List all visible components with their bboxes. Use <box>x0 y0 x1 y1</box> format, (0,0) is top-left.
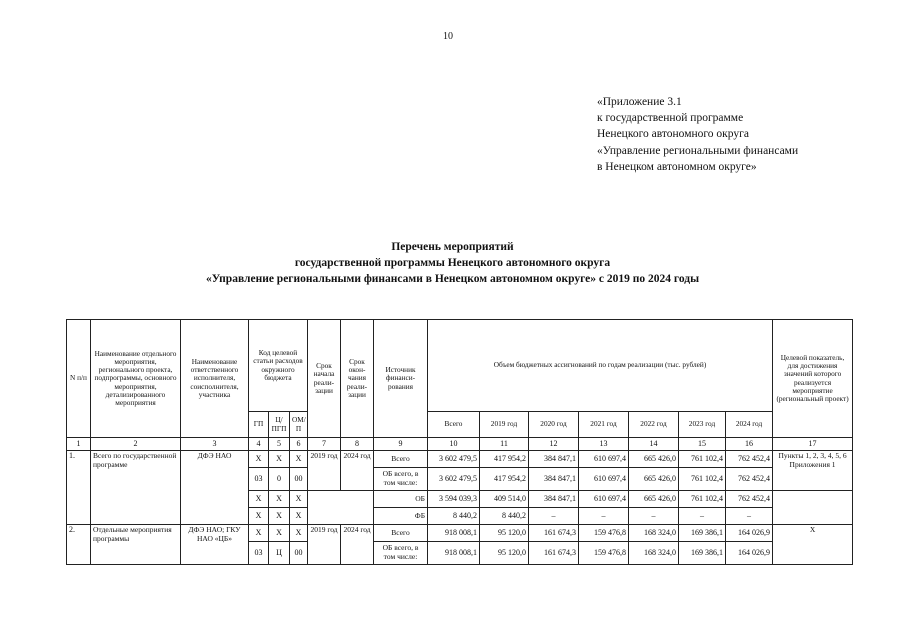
appendix-line: к государственной программе <box>597 112 744 125</box>
value-2021: 159 476,8 <box>579 542 629 565</box>
value-2019: 95 120,0 <box>480 525 529 542</box>
header-year-2021: 2021 год <box>579 412 629 438</box>
start-year: 2019 год <box>308 525 341 565</box>
value-2024: – <box>726 508 773 525</box>
document-title <box>0 239 905 287</box>
value-2019: 417 954,2 <box>480 468 529 491</box>
value-total: 918 008,1 <box>428 542 480 565</box>
appendix-caption <box>597 94 798 175</box>
funding-source: Всего <box>374 525 428 542</box>
appendix-line: «Управление региональными финансами <box>597 144 799 157</box>
row-number: 1. <box>67 451 91 525</box>
code-om: 00 <box>290 542 308 565</box>
value-2023: 169 386,1 <box>679 525 726 542</box>
header-n: N п/п <box>67 320 91 438</box>
funding-source: ОБ всего, в том числе: <box>374 542 428 565</box>
code-om: 00 <box>290 468 308 491</box>
column-number: 15 <box>679 438 726 451</box>
blank-cell <box>308 508 374 525</box>
header-row <box>67 320 853 412</box>
column-number: 12 <box>529 438 579 451</box>
header-total: Всего <box>428 412 480 438</box>
value-2021: 610 697,4 <box>579 451 629 468</box>
value-2024: 164 026,9 <box>726 542 773 565</box>
title-line: государственной программы Ненецкого автономного округа <box>294 257 611 269</box>
column-number: 1 <box>67 438 91 451</box>
executor: ДФЭ НАО; ГКУ НАО «ЦБ» <box>181 525 249 565</box>
code-cpgp: X <box>269 451 290 468</box>
code-gp: X <box>249 508 269 525</box>
code-om: X <box>290 491 308 508</box>
value-2022: 665 426,0 <box>629 451 679 468</box>
column-number: 11 <box>480 438 529 451</box>
funding-source: ОБ <box>374 491 428 508</box>
value-2023: 761 102,4 <box>679 468 726 491</box>
column-number: 8 <box>341 438 374 451</box>
column-number: 4 <box>249 438 269 451</box>
header-executor: Наименование ответственного исполнителя, соисполнителя, участника <box>181 320 249 438</box>
value-2023: 169 386,1 <box>679 542 726 565</box>
column-number-row <box>67 438 853 451</box>
value-2019: 409 514,0 <box>480 491 529 508</box>
funding-source: ОБ всего, в том числе: <box>374 468 428 491</box>
measure-name: Всего по государственной программе <box>91 451 181 525</box>
column-number: 2 <box>91 438 181 451</box>
code-om: X <box>290 451 308 468</box>
value-2020: 161 674,3 <box>529 525 579 542</box>
value-2021: – <box>579 508 629 525</box>
column-number: 13 <box>579 438 629 451</box>
value-2021: 610 697,4 <box>579 491 629 508</box>
value-2021: 610 697,4 <box>579 468 629 491</box>
column-number: 17 <box>773 438 853 451</box>
code-om: X <box>290 525 308 542</box>
value-2024: 164 026,9 <box>726 525 773 542</box>
value-total: 3 602 479,5 <box>428 468 480 491</box>
column-number: 5 <box>269 438 290 451</box>
header-year-2019: 2019 год <box>480 412 529 438</box>
header-year-2023: 2023 год <box>679 412 726 438</box>
column-number: 7 <box>308 438 341 451</box>
value-total: 8 440,2 <box>428 508 480 525</box>
executor: ДФЭ НАО <box>181 451 249 525</box>
value-2022: 665 426,0 <box>629 468 679 491</box>
page-number: 10 <box>443 31 453 42</box>
value-2020: 384 847,1 <box>529 451 579 468</box>
measure-name: Отдельные мероприятия программы <box>91 525 181 565</box>
header-year-2020: 2020 год <box>529 412 579 438</box>
column-number: 10 <box>428 438 480 451</box>
funding-source: Всего <box>374 451 428 468</box>
row-number: 2. <box>67 525 91 565</box>
header-end: Срок окон- чания реали- зации <box>341 320 374 438</box>
value-2023: – <box>679 508 726 525</box>
code-gp: 03 <box>249 468 269 491</box>
column-number: 3 <box>181 438 249 451</box>
code-cpgp: X <box>269 508 290 525</box>
start-year: 2019 год <box>308 451 341 491</box>
appendix-line: в Ненецком автономном округе» <box>597 160 757 173</box>
header-name: Наименование отдельного мероприятия, регионального проекта, подпрограммы, основного мероприятия, детализированного мероприятия <box>91 320 181 438</box>
code-gp: X <box>249 525 269 542</box>
end-year: 2024 год <box>341 525 374 565</box>
value-2021: 159 476,8 <box>579 525 629 542</box>
appendix-line: «Приложение 3.1 <box>597 96 682 108</box>
value-2024: 762 452,4 <box>726 451 773 468</box>
target-indicator: Пункты 1, 2, 3, 4, 5, 6 Приложения 1 <box>773 451 853 491</box>
header-source: Источник финанси- рования <box>374 320 428 438</box>
appendix-line: Ненецкого автономного округа <box>597 128 749 141</box>
value-2019: 8 440,2 <box>480 508 529 525</box>
header-start: Срок начала реали- зации <box>308 320 341 438</box>
code-cpgp: Ц <box>269 542 290 565</box>
value-2020: 161 674,3 <box>529 542 579 565</box>
value-2020: – <box>529 508 579 525</box>
value-2022: 665 426,0 <box>629 491 679 508</box>
header-code-cpgp: Ц/ ПГП <box>269 412 290 438</box>
title-line: Перечень мероприятий <box>391 241 514 253</box>
code-cpgp: 0 <box>269 468 290 491</box>
blank-cell <box>308 491 374 508</box>
column-number: 14 <box>629 438 679 451</box>
table-row <box>67 451 853 468</box>
value-total: 918 008,1 <box>428 525 480 542</box>
value-total: 3 594 039,3 <box>428 491 480 508</box>
header-code-gp: ГП <box>249 412 269 438</box>
header-year-2022: 2022 год <box>629 412 679 438</box>
code-cpgp: X <box>269 491 290 508</box>
value-2019: 417 954,2 <box>480 451 529 468</box>
value-2024: 762 452,4 <box>726 491 773 508</box>
funding-source: ФБ <box>374 508 428 525</box>
value-2020: 384 847,1 <box>529 491 579 508</box>
measures-table <box>66 319 853 565</box>
header-code: Код целевой статьи расходов окружного бюджета <box>249 320 308 412</box>
title-line: «Управление региональными финансами в Ненецком автономном округе» с 2019 по 2024 годы <box>205 273 700 285</box>
value-2022: – <box>629 508 679 525</box>
header-volume: Объем бюджетных ассигнований по годам реализации (тыс. рублей) <box>428 320 773 412</box>
value-2023: 761 102,4 <box>679 491 726 508</box>
value-2019: 95 120,0 <box>480 542 529 565</box>
blank-cell <box>773 491 853 525</box>
column-number: 16 <box>726 438 773 451</box>
header-indicator: Целевой показатель, для достижения значений которого реализуется мероприятие (региональный проект) <box>773 320 853 438</box>
value-total: 3 602 479,5 <box>428 451 480 468</box>
header-code-om: ОМ/ П <box>290 412 308 438</box>
value-2023: 761 102,4 <box>679 451 726 468</box>
value-2022: 168 324,0 <box>629 525 679 542</box>
target-indicator: X <box>773 525 853 565</box>
code-gp: X <box>249 491 269 508</box>
end-year: 2024 год <box>341 451 374 491</box>
code-gp: X <box>249 451 269 468</box>
column-number: 9 <box>374 438 428 451</box>
code-cpgp: X <box>269 525 290 542</box>
code-gp: 03 <box>249 542 269 565</box>
header-year-2024: 2024 год <box>726 412 773 438</box>
value-2024: 762 452,4 <box>726 468 773 491</box>
table-row <box>67 525 853 542</box>
value-2020: 384 847,1 <box>529 468 579 491</box>
value-2022: 168 324,0 <box>629 542 679 565</box>
column-number: 6 <box>290 438 308 451</box>
code-om: X <box>290 508 308 525</box>
